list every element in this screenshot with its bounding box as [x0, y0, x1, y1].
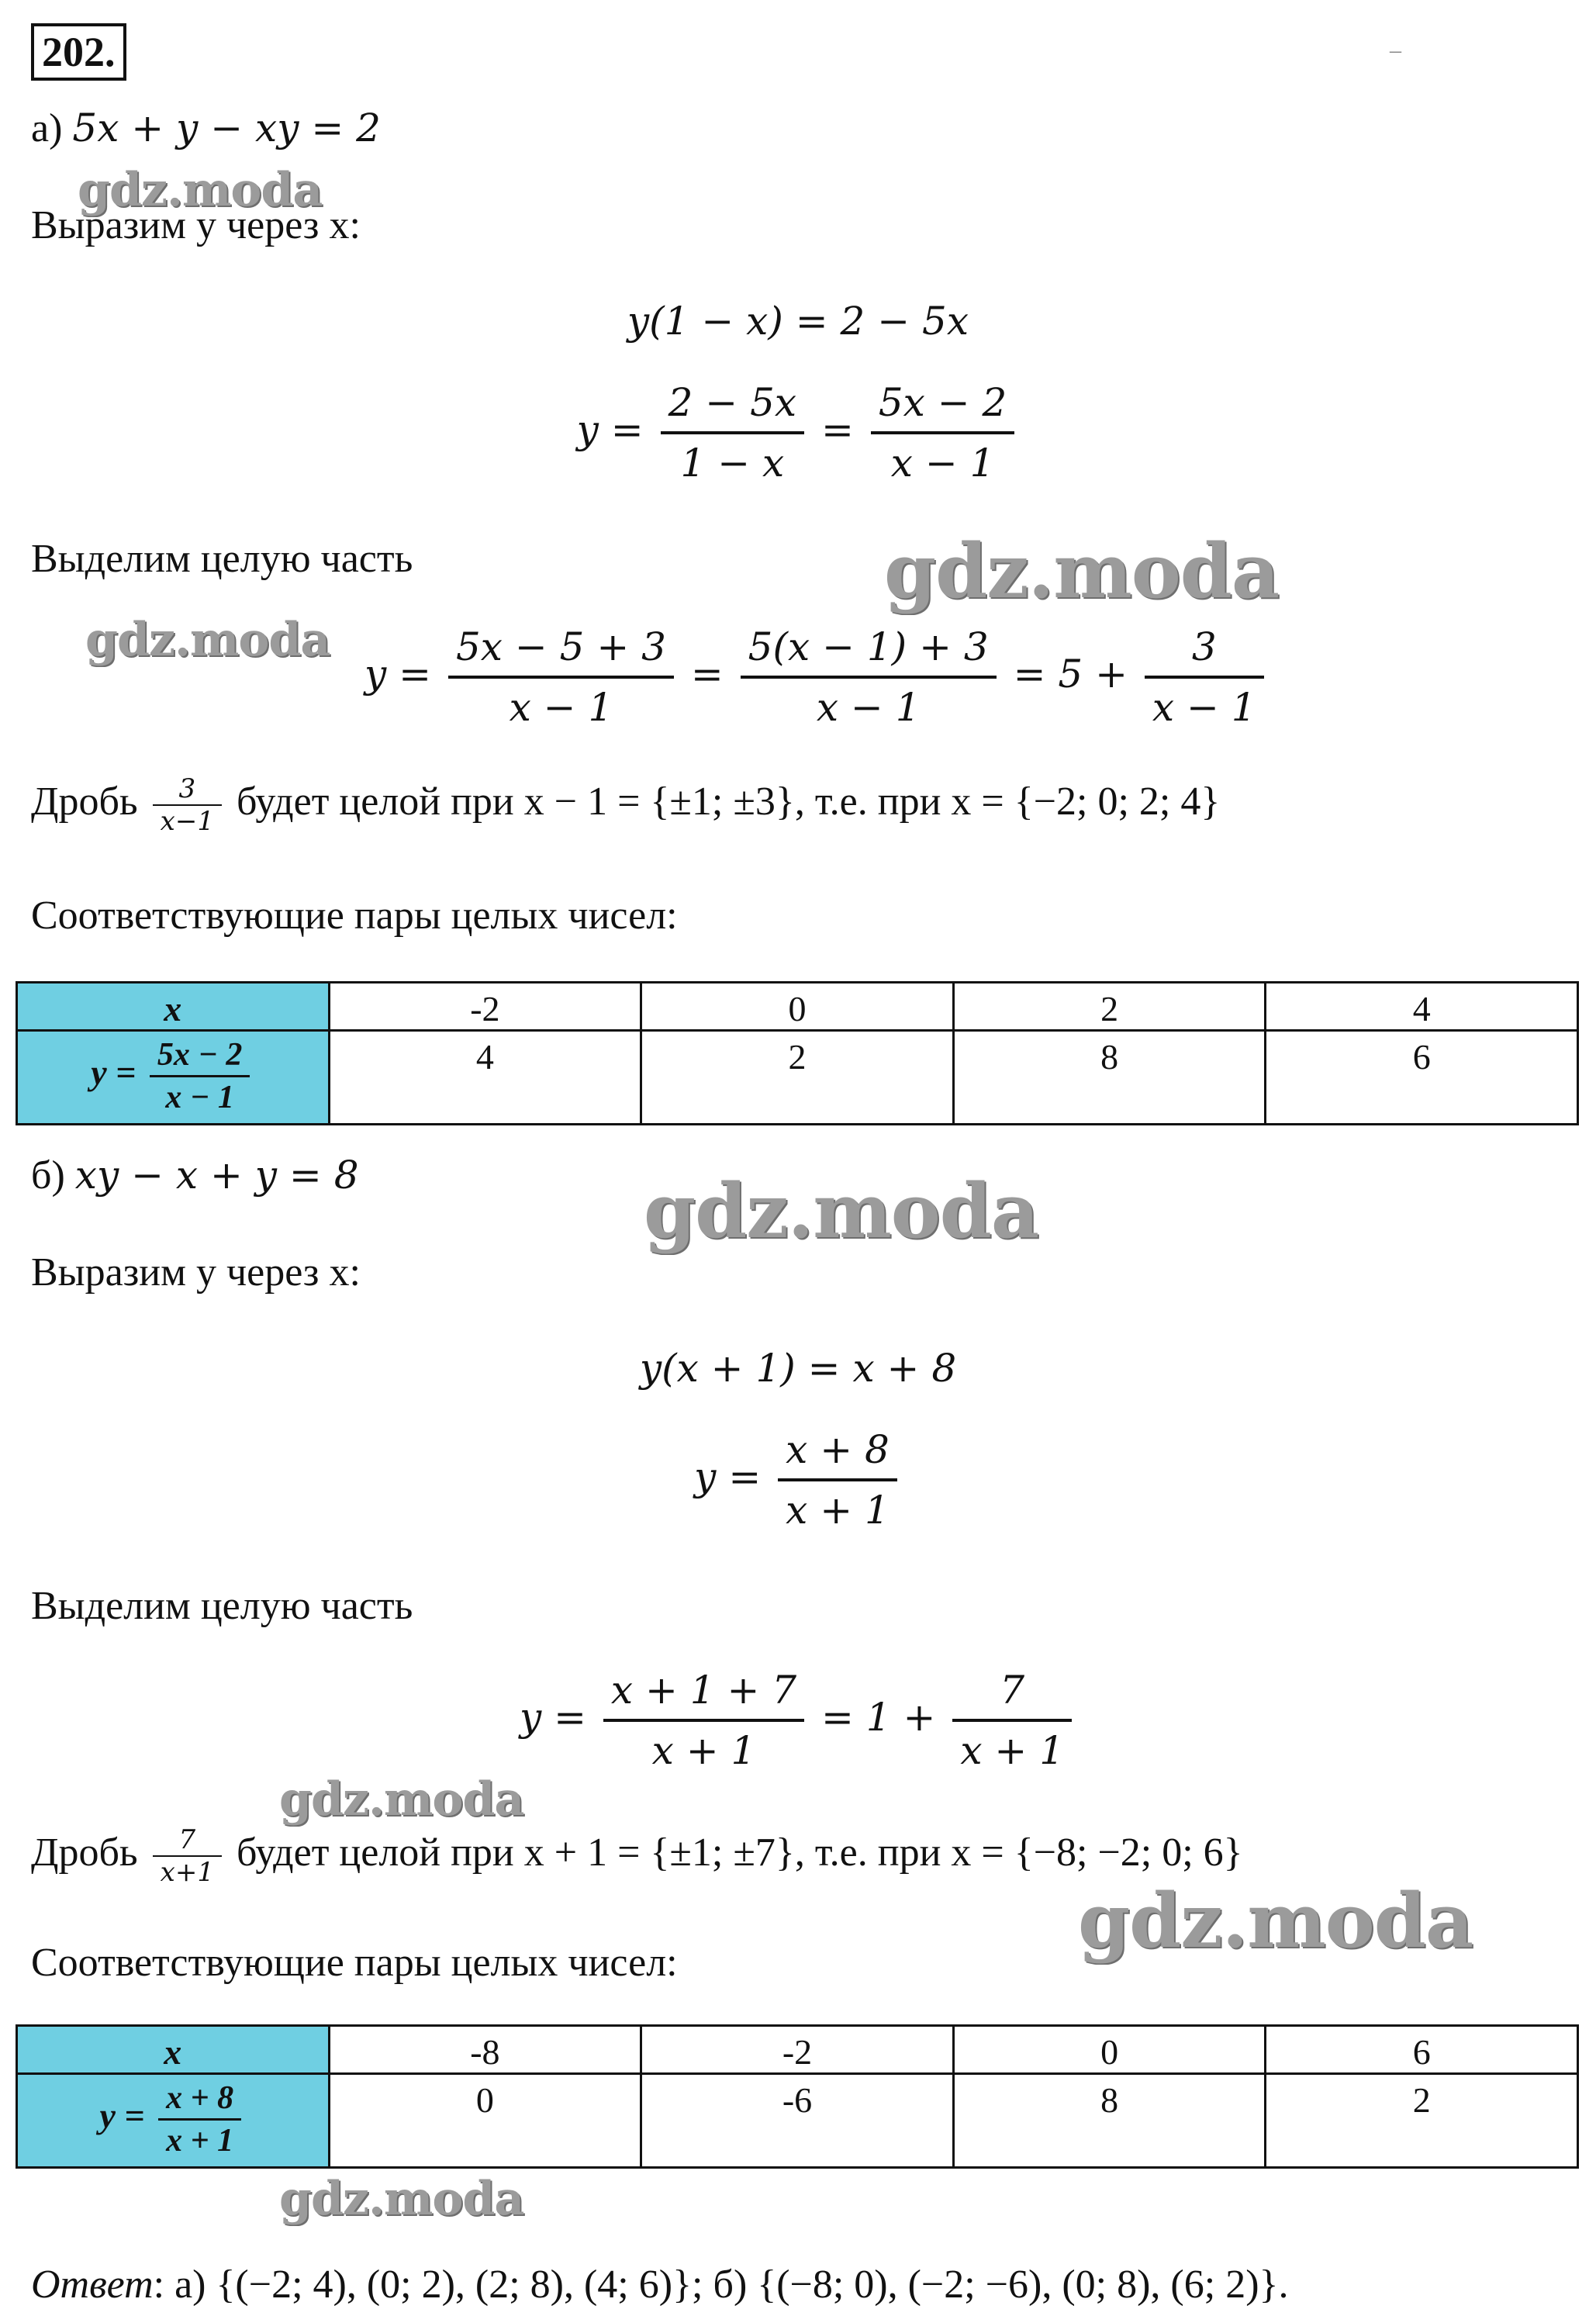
watermark: gdz.moda — [884, 527, 1280, 615]
part-a-pairs-table — [16, 981, 1579, 1125]
part-a-label: а) — [31, 106, 63, 150]
fraction-numerator: 2 − 5x — [661, 380, 805, 434]
part-b-step2 — [0, 1427, 1596, 1533]
watermark: gdz.moda — [279, 2172, 524, 2226]
step3-lhs: y = — [519, 1695, 587, 1740]
watermark: gdz.moda — [85, 613, 330, 667]
fraction-numerator: 5(x − 1) + 3 — [741, 624, 997, 679]
answer-text: : а) {(−2; 4), (0; 2), (2; 8), (4; 6)}; б) {(−8; 0), (−2; −6), (0; 8), (6; 2)}. — [153, 2263, 1289, 2307]
answer-line — [31, 2265, 1288, 2305]
equals-sign: = — [690, 652, 724, 697]
fraction-numerator: 7 — [153, 1827, 222, 1857]
table-row — [17, 1031, 1578, 1125]
table-cell: 2 — [953, 983, 1266, 1031]
fraction — [778, 1427, 897, 1533]
step3-lhs: y = — [364, 652, 432, 697]
table-cell: 8 — [953, 2074, 1266, 2168]
corner-mark: – — [1390, 37, 1401, 63]
fraction-denominator: x − 1 — [509, 685, 613, 730]
part-a-step1: y(1 − x) = 2 − 5x — [627, 299, 969, 344]
table-cell: 4 — [329, 1031, 641, 1125]
fraction — [1145, 624, 1264, 730]
part-a-heading — [31, 105, 381, 150]
fraction-numerator: 3 — [153, 776, 222, 806]
fraction — [150, 1036, 250, 1116]
fraction-denominator: x − 1 — [890, 441, 995, 486]
table-cell: 0 — [641, 983, 954, 1031]
table-cell: 4 — [1266, 983, 1578, 1031]
fraction-denominator: x − 1 — [165, 1080, 234, 1115]
y-header-cell — [17, 1031, 330, 1125]
part-b-whole-part-text: Выделим целую часть — [31, 1584, 413, 1628]
fraction-numerator: 5x − 2 — [150, 1036, 250, 1077]
y-header-lhs: y = — [91, 1053, 136, 1093]
table-cell: -2 — [329, 983, 641, 1031]
fraction-numerator: 3 — [1145, 624, 1264, 679]
y-header-lhs: y = — [99, 2096, 145, 2136]
table-cell: -6 — [641, 2074, 954, 2168]
fraction-denominator: x + 1 — [166, 2123, 234, 2159]
table-cell: 2 — [641, 1031, 954, 1125]
part-b-step3 — [0, 1668, 1596, 1773]
part-b-pairs-table — [16, 2024, 1579, 2169]
table-cell: 2 — [1266, 2074, 1578, 2168]
problem-number: 202. — [31, 23, 126, 81]
fraction-denominator: x − 1 — [1152, 685, 1256, 730]
part-b-pairs-text: Соответствующие пары целых чисел: — [31, 1941, 678, 1985]
fraction-numerator: x + 8 — [778, 1427, 897, 1481]
part-b-label: б) — [31, 1153, 65, 1198]
part-b-express-text: Выразим y через x: — [31, 1250, 361, 1295]
part-a-pairs-text: Соответствующие пары целых чисел: — [31, 894, 678, 938]
fraction-denominator: x−1 — [160, 806, 214, 837]
part-a-express-text: Выразим y через x: — [31, 203, 361, 247]
part-a-fraction-text — [31, 773, 1221, 837]
fraction — [603, 1668, 804, 1773]
table-row — [17, 2026, 1578, 2074]
part-a-step2 — [0, 380, 1596, 486]
step2-lhs: y = — [576, 407, 644, 452]
part-b-heading — [31, 1153, 359, 1198]
fraction-suffix: будет целой при x + 1 = {±1; ±7}, т.е. при x = {−8; −2; 0; 6} — [236, 1830, 1243, 1875]
watermark: gdz.moda — [1078, 1877, 1473, 1965]
part-a-whole-part-text: Выделим целую часть — [31, 537, 413, 581]
table-cell: -2 — [641, 2026, 954, 2074]
watermark: gdz.moda — [644, 1167, 1039, 1255]
equals-sign: = 1 + — [821, 1695, 936, 1740]
watermark: gdz.moda — [279, 1772, 524, 1827]
fraction-suffix: будет целой при x − 1 = {±1; ±3}, т.е. при x = {−2; 0; 2; 4} — [236, 779, 1221, 824]
x-header-cell: x — [17, 2026, 330, 2074]
table-cell: 0 — [953, 2026, 1266, 2074]
fraction-prefix: Дробь — [31, 1830, 138, 1875]
watermark: gdz.moda — [78, 163, 323, 217]
fraction-numerator: 5x − 2 — [871, 380, 1015, 434]
fraction — [741, 624, 997, 730]
fraction-denominator: 1 − x — [680, 441, 785, 486]
fraction — [871, 380, 1015, 486]
fraction-denominator: x+1 — [160, 1857, 214, 1888]
y-header-cell — [17, 2074, 330, 2168]
part-a-equation: 5x + y − xy = 2 — [72, 105, 381, 150]
fraction-small — [153, 1824, 222, 1888]
part-a-step3 — [364, 624, 1269, 730]
fraction-numerator: x + 1 + 7 — [603, 1668, 804, 1722]
x-header-cell: x — [17, 983, 330, 1031]
fraction-numerator: 7 — [952, 1668, 1072, 1722]
part-b-fraction-text — [31, 1824, 1243, 1888]
table-row — [17, 983, 1578, 1031]
part-b-step1: y(x + 1) = x + 8 — [639, 1346, 957, 1391]
equals-sign: = 5 + — [1013, 652, 1128, 697]
fraction — [952, 1668, 1072, 1773]
fraction — [448, 624, 674, 730]
fraction-numerator: 5x − 5 + 3 — [448, 624, 674, 679]
table-cell: 6 — [1266, 2026, 1578, 2074]
equals-sign: = — [821, 407, 854, 452]
fraction-prefix: Дробь — [31, 779, 138, 824]
table-cell: 0 — [329, 2074, 641, 2168]
fraction — [661, 380, 805, 486]
table-cell: 6 — [1266, 1031, 1578, 1125]
part-b-equation: xy − x + y = 8 — [74, 1153, 359, 1198]
answer-label: Ответ — [31, 2263, 154, 2307]
fraction-small — [153, 773, 222, 837]
step2-lhs: y = — [694, 1454, 762, 1499]
table-cell: 8 — [953, 1031, 1266, 1125]
fraction — [158, 2079, 241, 2159]
fraction-denominator: x + 1 — [651, 1728, 756, 1773]
table-row — [17, 2074, 1578, 2168]
fraction-denominator: x + 1 — [960, 1728, 1065, 1773]
fraction-numerator: x + 8 — [158, 2079, 241, 2121]
table-cell: -8 — [329, 2026, 641, 2074]
fraction-denominator: x + 1 — [786, 1488, 890, 1533]
fraction-denominator: x − 1 — [816, 685, 921, 730]
